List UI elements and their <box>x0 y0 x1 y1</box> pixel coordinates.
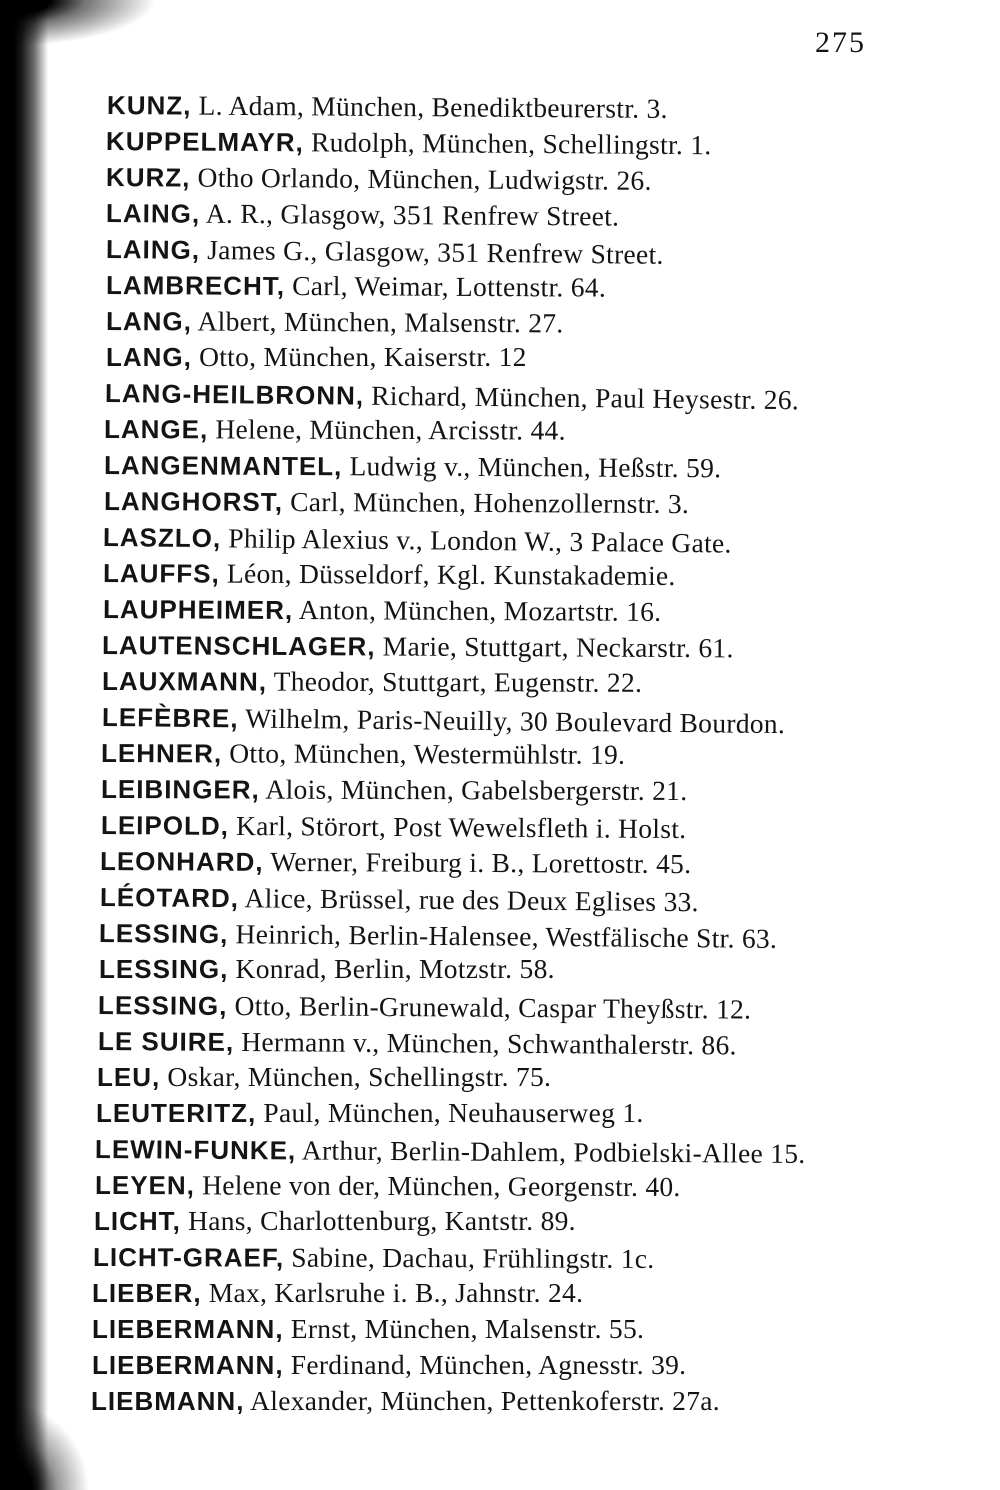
entry-details: Wilhelm, Paris-Neuilly, 30 Boulevard Bourdon. <box>238 702 786 740</box>
entry-details: Otho Orlando, München, Ludwigstr. 26. <box>190 161 652 196</box>
entry-details: Sabine, Dachau, Frühlingstr. 1c. <box>284 1241 655 1274</box>
entry-surname: LICHT, <box>94 1206 181 1236</box>
entry-surname: LANG, <box>106 342 192 372</box>
directory-entry <box>107 87 668 127</box>
entry-details: Paul, München, Neuhauserweg 1. <box>256 1097 644 1128</box>
entry-details: Otto, Berlin-Grunewald, Caspar Theyßstr. 12. <box>227 989 752 1025</box>
entry-details: Philip Alexius v., London W., 3 Palace Gate. <box>221 522 732 559</box>
entry-details: Léon, Düsseldorf, Kgl. Kunstakademie. <box>219 557 676 591</box>
entry-details: Helene von der, München, Georgenstr. 40. <box>194 1169 681 1203</box>
entry-details: Theodor, Stuttgart, Eugenstr. 22. <box>266 665 643 698</box>
directory-entry <box>106 195 620 235</box>
directory-entry <box>103 591 662 630</box>
entry-details: James G., Glasgow, 351 Renfrew Street. <box>199 233 664 270</box>
book-spine-shadow <box>0 0 48 1490</box>
entry-details: Karl, Störort, Post Wewelsfleth i. Holst. <box>228 809 687 845</box>
entry-details: Alice, Brüssel, rue des Deux Eglises 33. <box>238 882 699 918</box>
directory-entry <box>106 123 712 163</box>
entry-details: Otto, München, Kaiserstr. 12 <box>191 341 527 372</box>
directory-entry <box>106 303 564 341</box>
page-number: 275 <box>815 26 866 59</box>
directory-entry <box>106 159 652 199</box>
entry-surname: KUPPELMAYR, <box>105 126 304 158</box>
directory-entry <box>98 987 752 1028</box>
directory-entry <box>104 447 722 486</box>
entry-surname: LANG, <box>105 306 192 337</box>
entry-details: Alexander, München, Pettenkoferstr. 27a. <box>244 1385 720 1416</box>
directory-entry <box>103 555 676 594</box>
directory-entry <box>92 1311 644 1347</box>
entry-surname: LANGHORST, <box>103 486 284 517</box>
entry-surname: LEYEN, <box>94 1170 195 1201</box>
entry-details: A. R., Glasgow, 351 Renfrew Street. <box>200 197 620 232</box>
entry-surname: LICHT-GRAEF, <box>92 1242 285 1273</box>
directory-entry <box>93 1239 655 1277</box>
directory-entry <box>97 1059 551 1095</box>
entry-details: Ludwig v., München, Heßstr. 59. <box>342 450 722 484</box>
directory-entry <box>101 735 625 773</box>
entry-details: L. Adam, München, Benediktbeurerstr. 3. <box>191 89 668 124</box>
entry-details: Ferdinand, München, Agnesstr. 39. <box>283 1349 687 1380</box>
entry-surname: LAUFFS, <box>102 558 220 589</box>
entry-surname: LEU, <box>97 1062 161 1092</box>
entry-surname: LAUXMANN, <box>101 666 268 697</box>
entry-surname: LESSING, <box>97 990 228 1021</box>
directory-entry <box>100 843 691 882</box>
directory-entry <box>102 627 734 666</box>
entry-details: Alois, München, Gabelsbergerstr. 21. <box>259 773 688 807</box>
entry-surname: LAUPHEIMER, <box>102 594 294 625</box>
entry-surname: LAMBRECHT, <box>105 270 286 301</box>
entry-surname: LÉOTARD, <box>99 882 240 914</box>
entry-surname: LEWIN-FUNKE, <box>94 1134 297 1166</box>
entry-details: Ernst, München, Malsenstr. 55. <box>283 1313 645 1344</box>
entry-surname: LESSING, <box>98 918 229 950</box>
directory-entry <box>91 1383 720 1419</box>
entry-details: Max, Karlsruhe i. B., Jahnstr. 24. <box>201 1277 584 1308</box>
directory-entry <box>98 1023 737 1063</box>
entry-surname: LEONHARD, <box>99 846 264 877</box>
entry-surname: LANGENMANTEL, <box>103 450 343 482</box>
entry-surname: LEUTERITZ, <box>96 1098 257 1128</box>
entry-surname: LANGE, <box>103 414 209 445</box>
entry-details: Heinrich, Berlin-Halensee, Westfälische Str. 63. <box>228 918 778 954</box>
directory-entry <box>92 1347 686 1383</box>
directory-entry <box>101 807 687 847</box>
directory-entry <box>96 1095 644 1131</box>
directory-entry <box>106 339 527 375</box>
entry-surname: LIEBER, <box>92 1278 202 1308</box>
entry-surname: LAING, <box>105 198 201 229</box>
entry-surname: LANG-HEILBRONN, <box>104 378 365 411</box>
entry-details: Richard, München, Paul Heysestr. 26. <box>363 379 800 416</box>
entry-surname: LEIBINGER, <box>100 774 260 805</box>
entry-details: Konrad, Berlin, Motzstr. 58. <box>228 953 555 984</box>
entry-surname: LEHNER, <box>100 738 223 769</box>
entry-details: Hermann v., München, Schwanthalerstr. 86. <box>234 1025 737 1061</box>
entry-details: Rudolph, München, Schellingstr. 1. <box>303 126 712 161</box>
directory-entry <box>104 483 689 522</box>
directory-entry <box>95 1167 681 1205</box>
directory-entry <box>102 663 642 701</box>
directory-entry <box>99 951 555 987</box>
entry-surname: LEFÈBRE, <box>101 702 239 734</box>
entry-details: Anton, München, Mozartstr. 16. <box>293 593 662 627</box>
top-corner-shadow <box>0 0 200 60</box>
directory-entry <box>94 1203 576 1239</box>
entry-surname: LIEBERMANN, <box>92 1314 284 1344</box>
bottom-corner-shadow <box>0 1400 90 1490</box>
entry-surname: LIEBMANN, <box>91 1386 245 1416</box>
entry-details: Marie, Stuttgart, Neckarstr. 61. <box>375 630 734 664</box>
entry-surname: LE SUIRE, <box>97 1026 235 1057</box>
entry-surname: KURZ, <box>105 162 191 193</box>
entry-details: Albert, München, Malsenstr. 27. <box>191 305 564 339</box>
entry-details: Oskar, München, Schellingstr. 75. <box>160 1061 552 1092</box>
entry-surname: LEIPOLD, <box>100 810 230 841</box>
entry-details: Hans, Charlottenburg, Kantstr. 89. <box>180 1205 576 1236</box>
entry-details: Carl, Weimar, Lottenstr. 64. <box>284 269 607 303</box>
directory-entry <box>106 267 606 306</box>
entry-surname: LAING, <box>105 234 201 265</box>
directory-entry <box>100 879 699 920</box>
directory-entry <box>101 771 688 809</box>
directory-entry <box>92 1275 583 1311</box>
entry-surname: LASZLO, <box>102 522 222 554</box>
entry-surname: KUNZ, <box>106 90 192 121</box>
directory-entry <box>104 411 566 449</box>
entry-details: Helene, München, Arcisstr. 44. <box>208 413 566 446</box>
entry-details: Otto, München, Westermühlstr. 19. <box>222 737 626 770</box>
entry-surname: LESSING, <box>99 954 229 984</box>
entry-surname: LIEBERMANN, <box>92 1350 284 1380</box>
entry-details: Arthur, Berlin-Dahlem, Podbielski-Allee 15. <box>296 1134 806 1169</box>
entry-details: Werner, Freiburg i. B., Lorettostr. 45. <box>263 845 692 880</box>
directory-entry <box>95 1131 806 1172</box>
entry-surname: LAUTENSCHLAGER, <box>101 630 376 662</box>
entry-details: Carl, München, Hohenzollernstr. 3. <box>282 485 690 520</box>
